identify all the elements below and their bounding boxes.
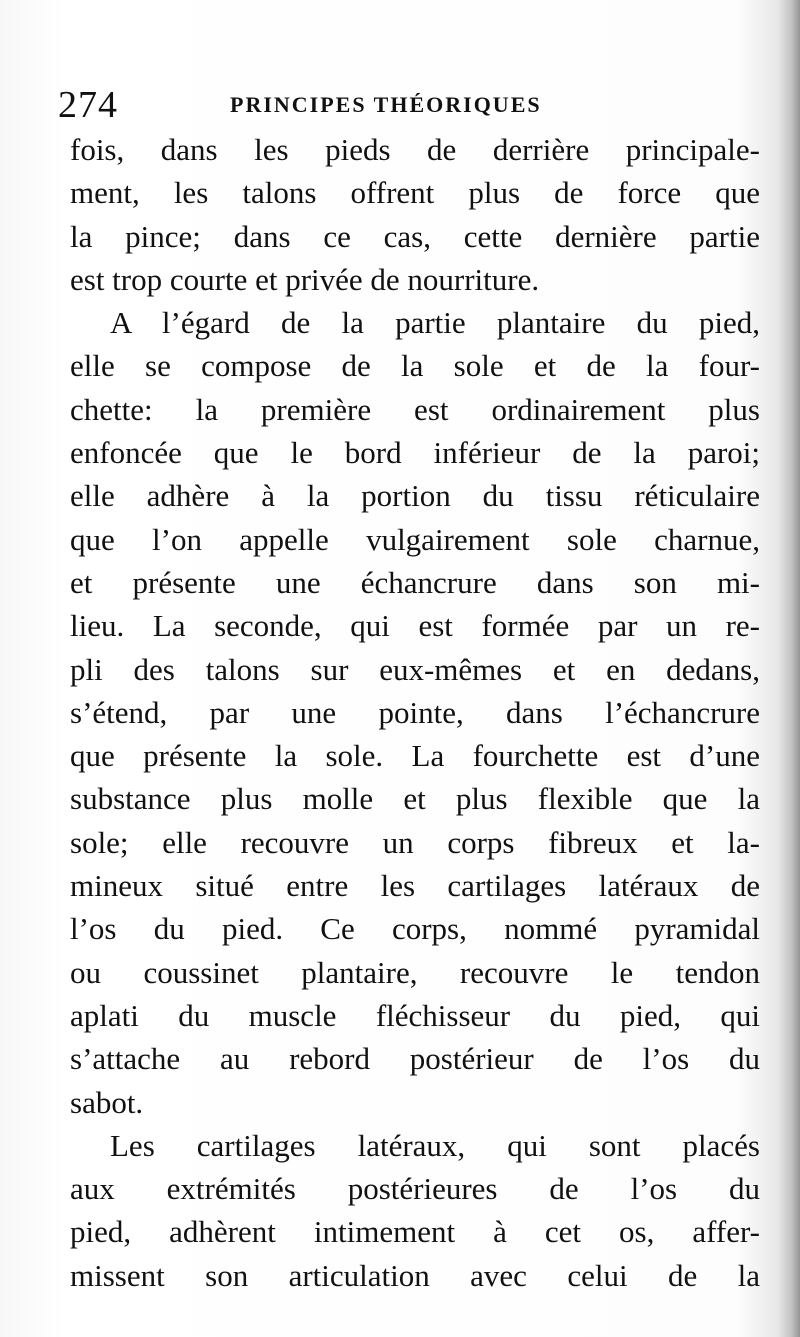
text-line: fois, dans les pieds de derrière principale-: [70, 132, 760, 167]
text-line: enfoncée que le bord inférieur de la paroi;: [70, 435, 760, 471]
body-text: [70, 128, 760, 1297]
text-line: que l’on appelle vulgairement sole charnue,: [70, 521, 760, 557]
text-line: ment, les talons offrent plus de force que: [70, 175, 760, 211]
running-head: PRINCIPES THÉORIQUES: [230, 92, 542, 117]
page-header: [58, 82, 758, 128]
page-edge-shadow: [778, 0, 800, 1337]
text-line: est trop courte et privée de nourriture.: [70, 261, 540, 297]
text-line: et présente une échancrure dans son mi-: [70, 564, 760, 600]
text-line: elle adhère à la portion du tissu réticulaire: [70, 478, 760, 514]
text-line: chette: la première est ordinairement plus: [70, 391, 760, 427]
text-line: pied, adhèrent intimement à cet os, affer-: [70, 1214, 760, 1250]
text-line: la pince; dans ce cas, cette dernière partie: [70, 218, 760, 254]
text-line: elle se compose de la sole et de la four-: [70, 348, 760, 384]
text-line: sabot.: [70, 1084, 144, 1120]
text-line: aux extrémités postérieures de l’os du: [70, 1171, 760, 1207]
text-line: s’attache au rebord postérieur de l’os du: [70, 1041, 760, 1077]
text-line: pli des talons sur eux-mêmes et en dedans,: [70, 651, 760, 687]
text-line: substance plus molle et plus flexible que la: [70, 781, 760, 817]
paragraph-first-line: Les cartilages latéraux, qui sont placés: [110, 1127, 760, 1163]
page-number: 274: [58, 84, 118, 126]
text-line: missent son articulation avec celui de la: [70, 1257, 760, 1293]
text-line: s’étend, par une pointe, dans l’échancrure: [70, 694, 760, 730]
paragraph-first-line: A l’égard de la partie plantaire du pied,: [110, 305, 760, 341]
text-line: ou coussinet plantaire, recouvre le tendon: [70, 954, 760, 990]
text-line: aplati du muscle fléchisseur du pied, qui: [70, 997, 760, 1033]
text-line: que présente la sole. La fourchette est d’une: [70, 738, 760, 774]
text-line: lieu. La seconde, qui est formée par un re-: [70, 608, 760, 644]
text-line: l’os du pied. Ce corps, nommé pyramidal: [70, 911, 760, 947]
text-line: sole; elle recouvre un corps fibreux et la-: [70, 824, 760, 860]
text-line: mineux situé entre les cartilages latéraux de: [70, 868, 760, 904]
